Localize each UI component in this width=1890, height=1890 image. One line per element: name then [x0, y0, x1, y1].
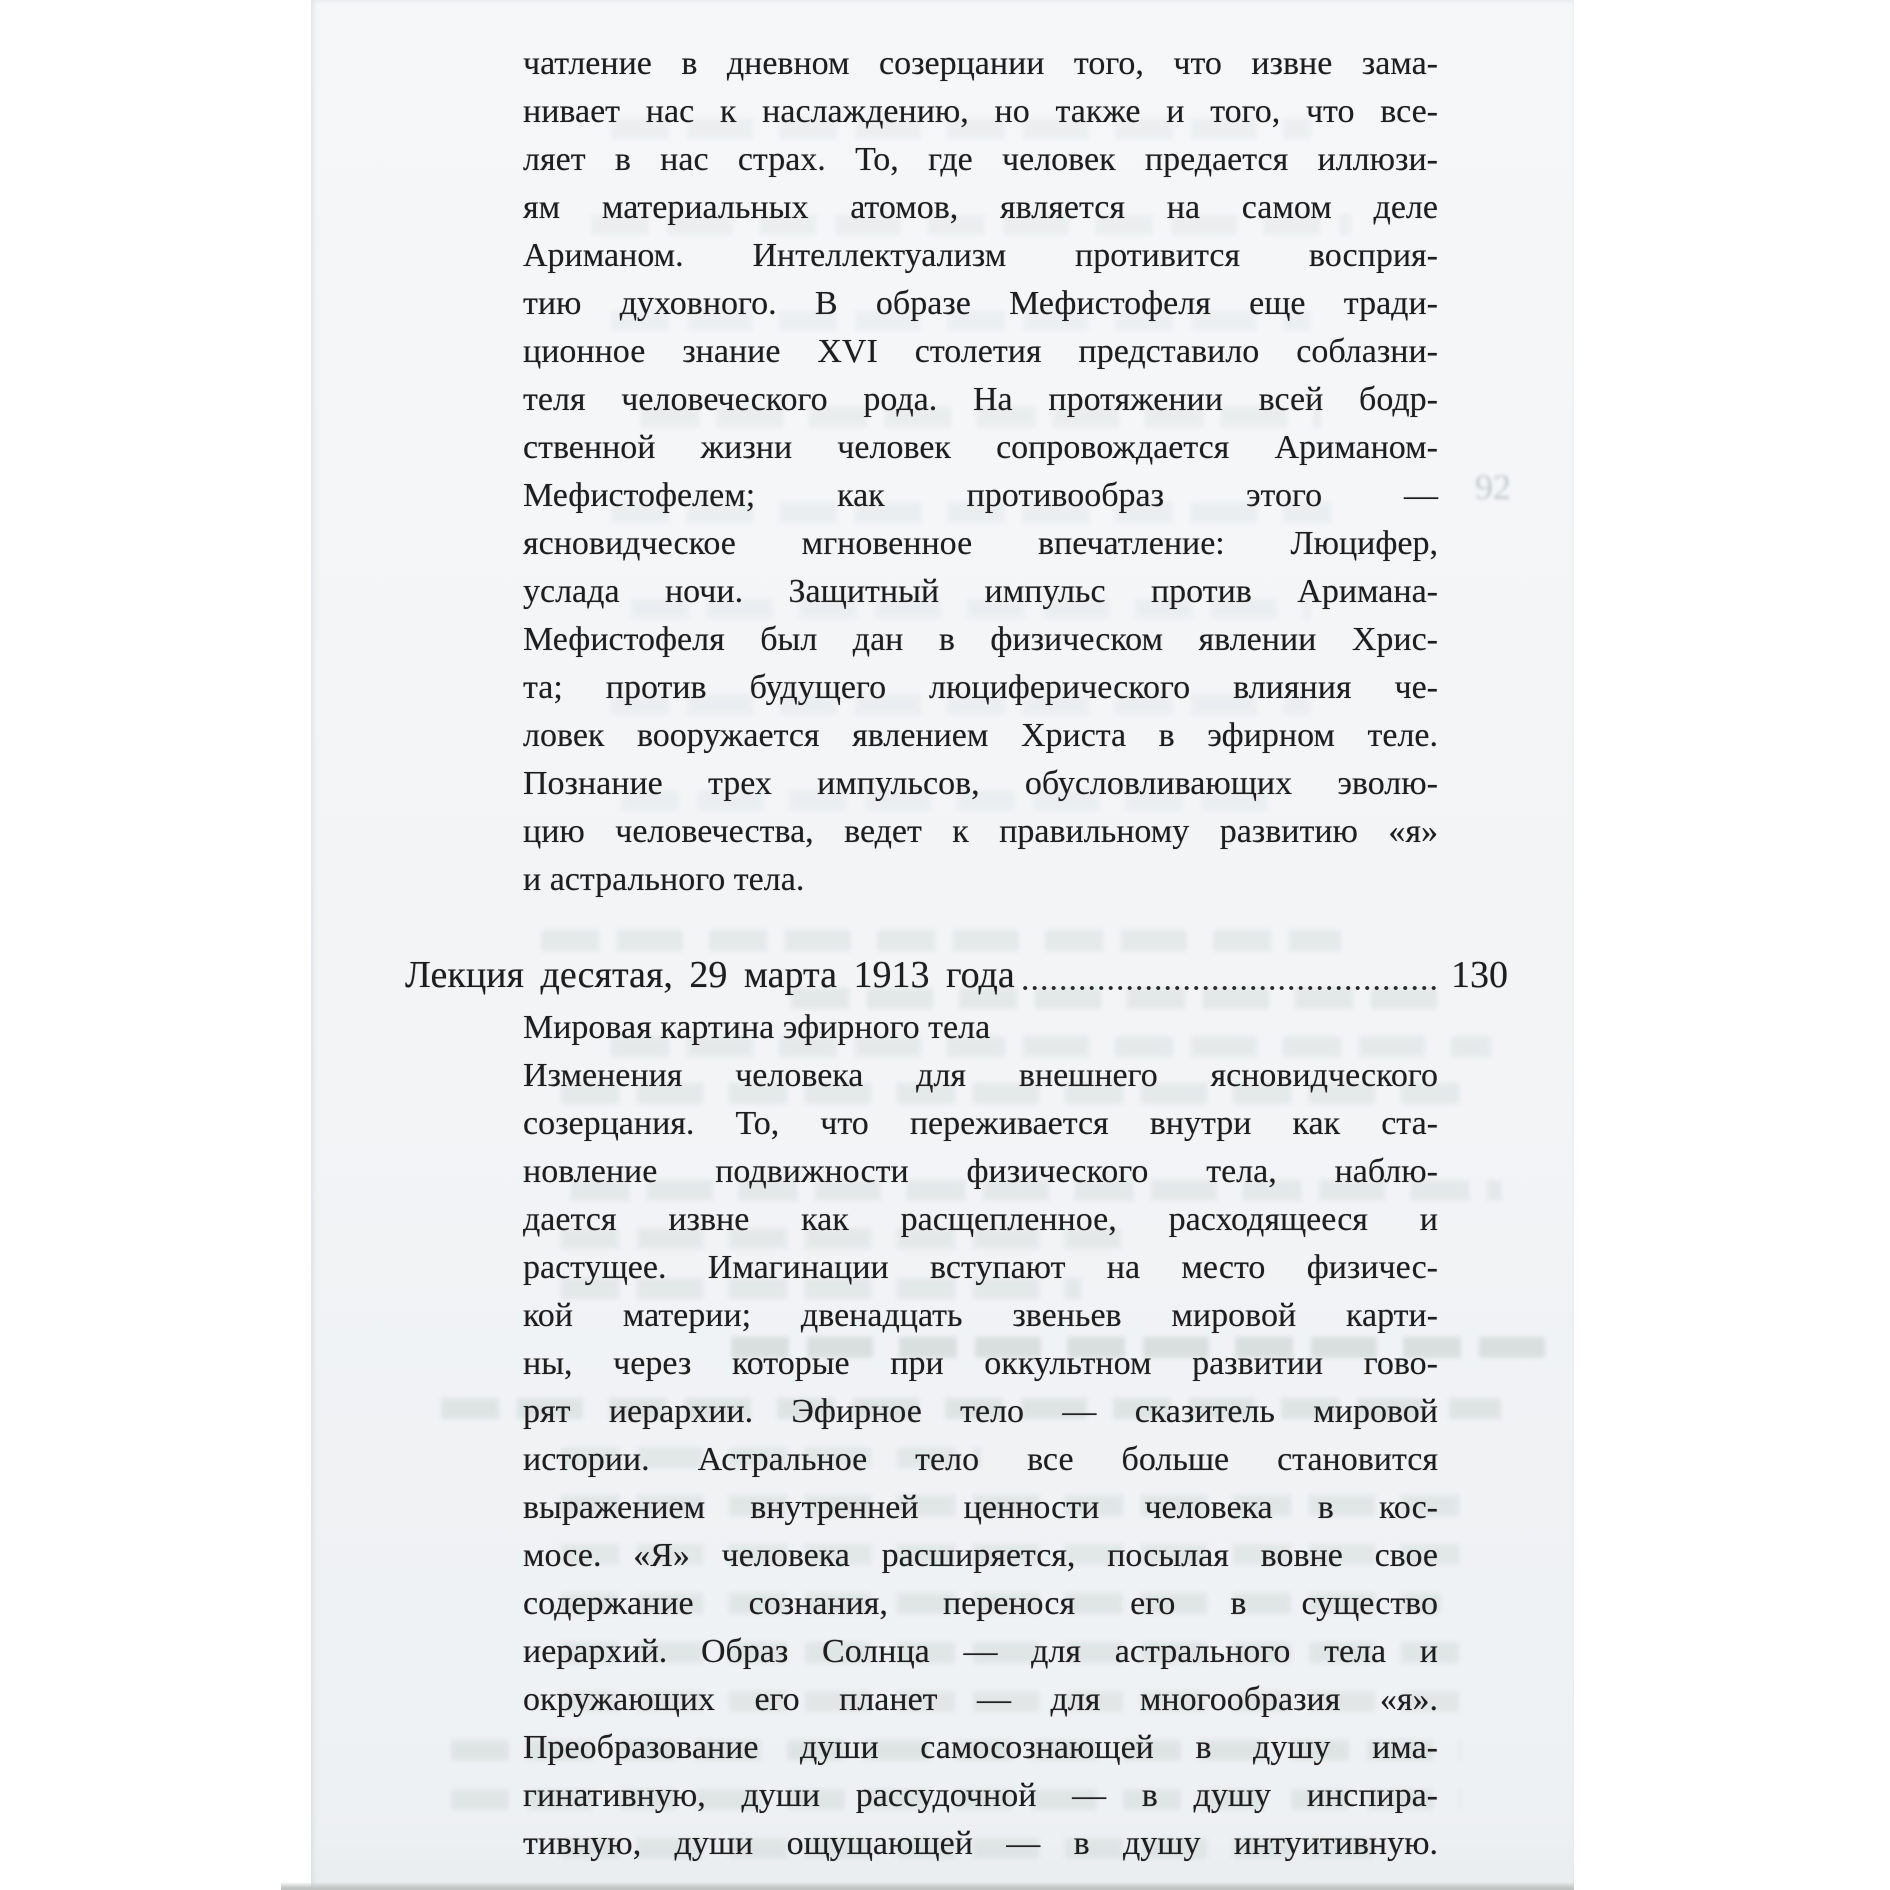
toc-description-line: выражением внутренней ценности человека в кос-: [523, 1489, 1438, 1526]
toc-description-line: чатление в дневном созерцании того, что извне зама-: [523, 45, 1438, 82]
toc-description-line: ционное знание XVI столетия представило соблазни-: [523, 333, 1438, 370]
toc-description-line: Познание трех импульсов, обусловливающих эволю-: [523, 765, 1438, 802]
toc-entry-description-lines: [523, 1052, 1438, 1868]
toc-entry-row: [405, 946, 1508, 1004]
toc-description-line: мосе. «Я» человека расширяется, посылая вовне свое: [523, 1537, 1438, 1574]
toc-entry-description: [523, 1004, 1438, 1868]
toc-description-line: Мефистофеля был дан в физическом явлении Хрис-: [523, 621, 1438, 658]
toc-entry-subtitle: Мировая картина эфирного тела: [523, 1009, 991, 1046]
toc-description-line: дается извне как расщепленное, расходящееся и: [523, 1201, 1438, 1238]
toc-description-line: Мефистофелем; как противообраз этого —: [523, 477, 1438, 514]
toc-description-line: нивает нас к наслаждению, но также и того, что все-: [523, 93, 1438, 130]
toc-description-line: созерцания. То, что переживается внутри как ста-: [523, 1105, 1438, 1142]
toc-description-line: ственной жизни человек сопровождается Ариманом-: [523, 429, 1438, 466]
toc-description-line: и астрального тела.: [523, 861, 805, 898]
toc-description-line: ясновидческое мгновенное впечатление: Люцифер,: [523, 525, 1438, 562]
toc-entry-page-number: 130: [1451, 954, 1508, 996]
toc-description-line: тивную, души ощущающей — в душу интуитивную.: [523, 1825, 1438, 1862]
toc-carryover-description: [523, 40, 1438, 904]
toc-description-line: иерархий. Образ Солнца — для астрального тела и: [523, 1633, 1438, 1670]
toc-description-line: окружающих его планет — для многообразия «я».: [523, 1681, 1438, 1718]
page-bottom-edge: [281, 1882, 1574, 1890]
toc-description-line: новление подвижности физического тела, наблю-: [523, 1153, 1438, 1190]
toc-description-line: тию духовного. В образе Мефистофеля еще тради-: [523, 285, 1438, 322]
toc-description-line: ловек вооружается явлением Христа в эфирном теле.: [523, 717, 1438, 754]
toc-description-line: ям материальных атомов, является на самом деле: [523, 189, 1438, 226]
toc-description-line: растущее. Имагинации вступают на место физичес-: [523, 1249, 1438, 1286]
toc-description-line: Ариманом. Интеллектуализм противится восприя-: [523, 237, 1438, 274]
toc-description-line: та; против будущего люциферического влияния че-: [523, 669, 1438, 706]
book-page: [311, 0, 1574, 1890]
toc-description-line: рят иерархии. Эфирное тело — сказитель мировой: [523, 1393, 1438, 1430]
toc-description-line: ляет в нас страх. То, где человек предается иллюзи-: [523, 141, 1438, 178]
toc-description-line: ны, через которые при оккультном развитии гово-: [523, 1345, 1438, 1382]
toc-description-line: цию человечества, ведет к правильному развитию «я»: [523, 813, 1438, 850]
toc-description-line: кой материи; двенадцать звеньев мировой карти-: [523, 1297, 1438, 1334]
toc-entry-title: Лекция десятая, 29 марта 1913 года: [405, 954, 1015, 996]
toc-dot-leader: [1023, 983, 1441, 993]
showthrough-page-number: 92: [1475, 467, 1511, 507]
toc-description-line: Преобразование души самосознающей в душу има-: [523, 1729, 1438, 1766]
toc-description-line: услада ночи. Защитный импульс против Аримана-: [523, 573, 1438, 610]
toc-description-line: теля человеческого рода. На протяжении всей бодр-: [523, 381, 1438, 418]
toc-description-line: истории. Астральное тело все больше становится: [523, 1441, 1438, 1478]
toc-description-line: Изменения человека для внешнего ясновидческого: [523, 1057, 1438, 1094]
toc-description-line: содержание сознания, перенося его в существо: [523, 1585, 1438, 1622]
toc-description-line: гинативную, души рассудочной — в душу инспира-: [523, 1777, 1438, 1814]
